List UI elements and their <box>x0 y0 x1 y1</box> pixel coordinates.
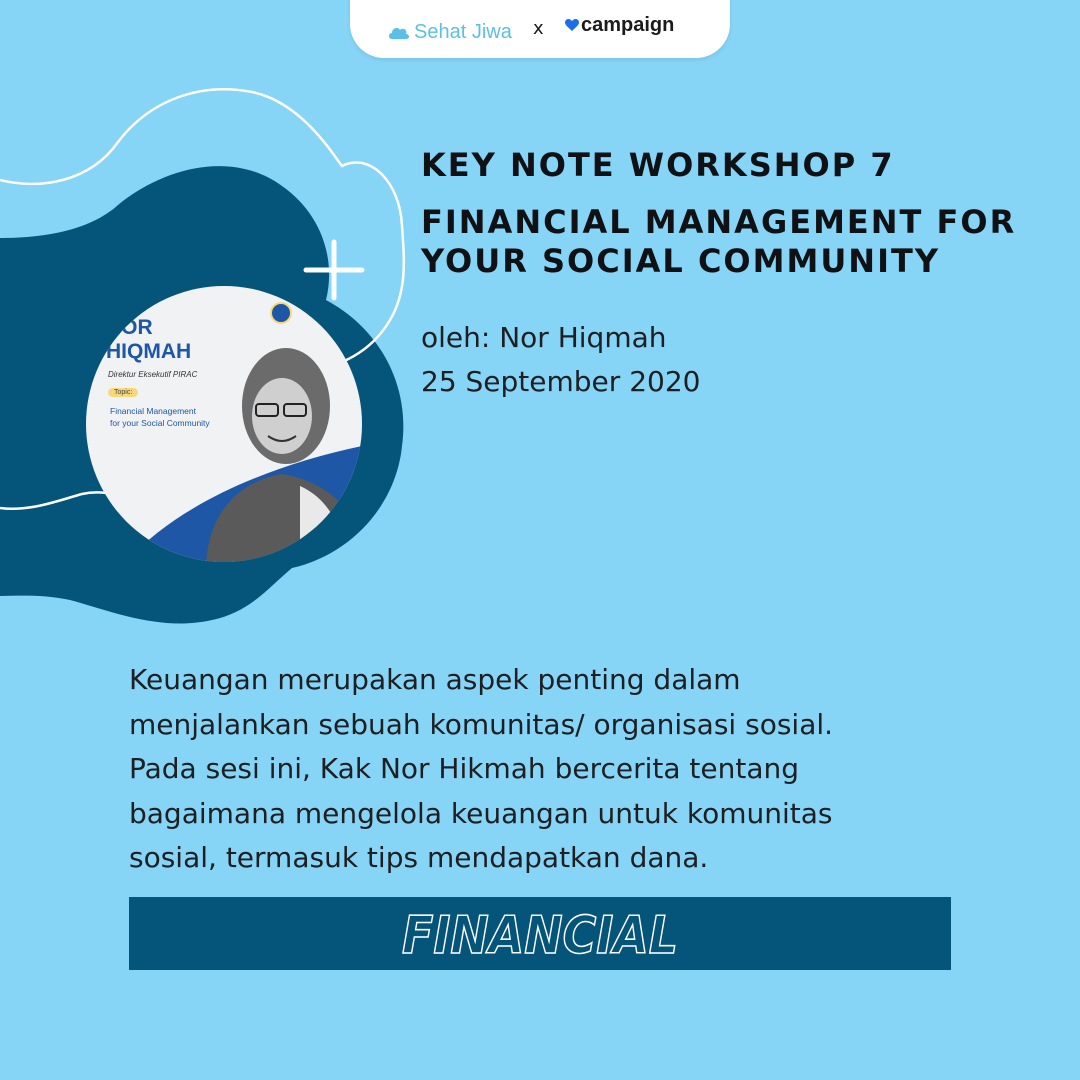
event-date: 25 September 2020 <box>421 365 701 398</box>
speaker-photo-circle <box>86 286 362 562</box>
poster-name-line: NOR <box>106 316 153 339</box>
banner-text: FINANCIAL <box>402 906 678 966</box>
description-line: menjalankan sebuah komunitas/ organisasi sosial. <box>129 707 834 741</box>
topic-banner <box>129 897 951 970</box>
organizer-logo-icon <box>270 302 292 324</box>
poster-role: Direktur Eksekutif PIRAC <box>108 370 198 379</box>
poster-topic-tag: Topic: <box>108 388 138 397</box>
session-description <box>129 658 889 881</box>
banner-text-svg <box>129 897 951 970</box>
heart-icon <box>565 19 579 32</box>
description-line: Pada sesi ini, Kak Nor Hikmah bercerita tentang <box>129 752 800 785</box>
poster-topic <box>110 405 240 429</box>
cloud-icon <box>388 24 410 40</box>
title-line: FINANCIAL MANAGEMENT FOR <box>421 203 1017 241</box>
workshop-label: KEY NOTE WORKSHOP 7 <box>421 146 895 184</box>
campaign-text: campaign <box>581 14 675 36</box>
poster-topic-line: for your Social Community <box>110 418 210 428</box>
speaker-line: oleh: Nor Hiqmah <box>421 321 667 354</box>
title-line: YOUR SOCIAL COMMUNITY <box>421 242 940 280</box>
description-line: sosial, termasuk tips mendapatkan dana. <box>129 841 709 874</box>
poster-topic-line: Financial Management <box>110 406 196 416</box>
description-line: Keuangan merupakan aspek penting dalam <box>129 663 741 696</box>
poster-speaker-name <box>106 316 191 364</box>
partner-separator: x <box>533 18 544 39</box>
sehat-jiwa-text: Sehat Jiwa <box>414 20 512 43</box>
poster-name-line: HIQMAH <box>106 340 192 363</box>
description-line: bagaimana mengelola keuangan untuk komunitas <box>129 796 833 830</box>
speaker-info <box>421 316 700 404</box>
sehat-jiwa-logo <box>388 19 512 45</box>
campaign-logo <box>565 14 674 37</box>
workshop-title <box>421 203 1041 281</box>
